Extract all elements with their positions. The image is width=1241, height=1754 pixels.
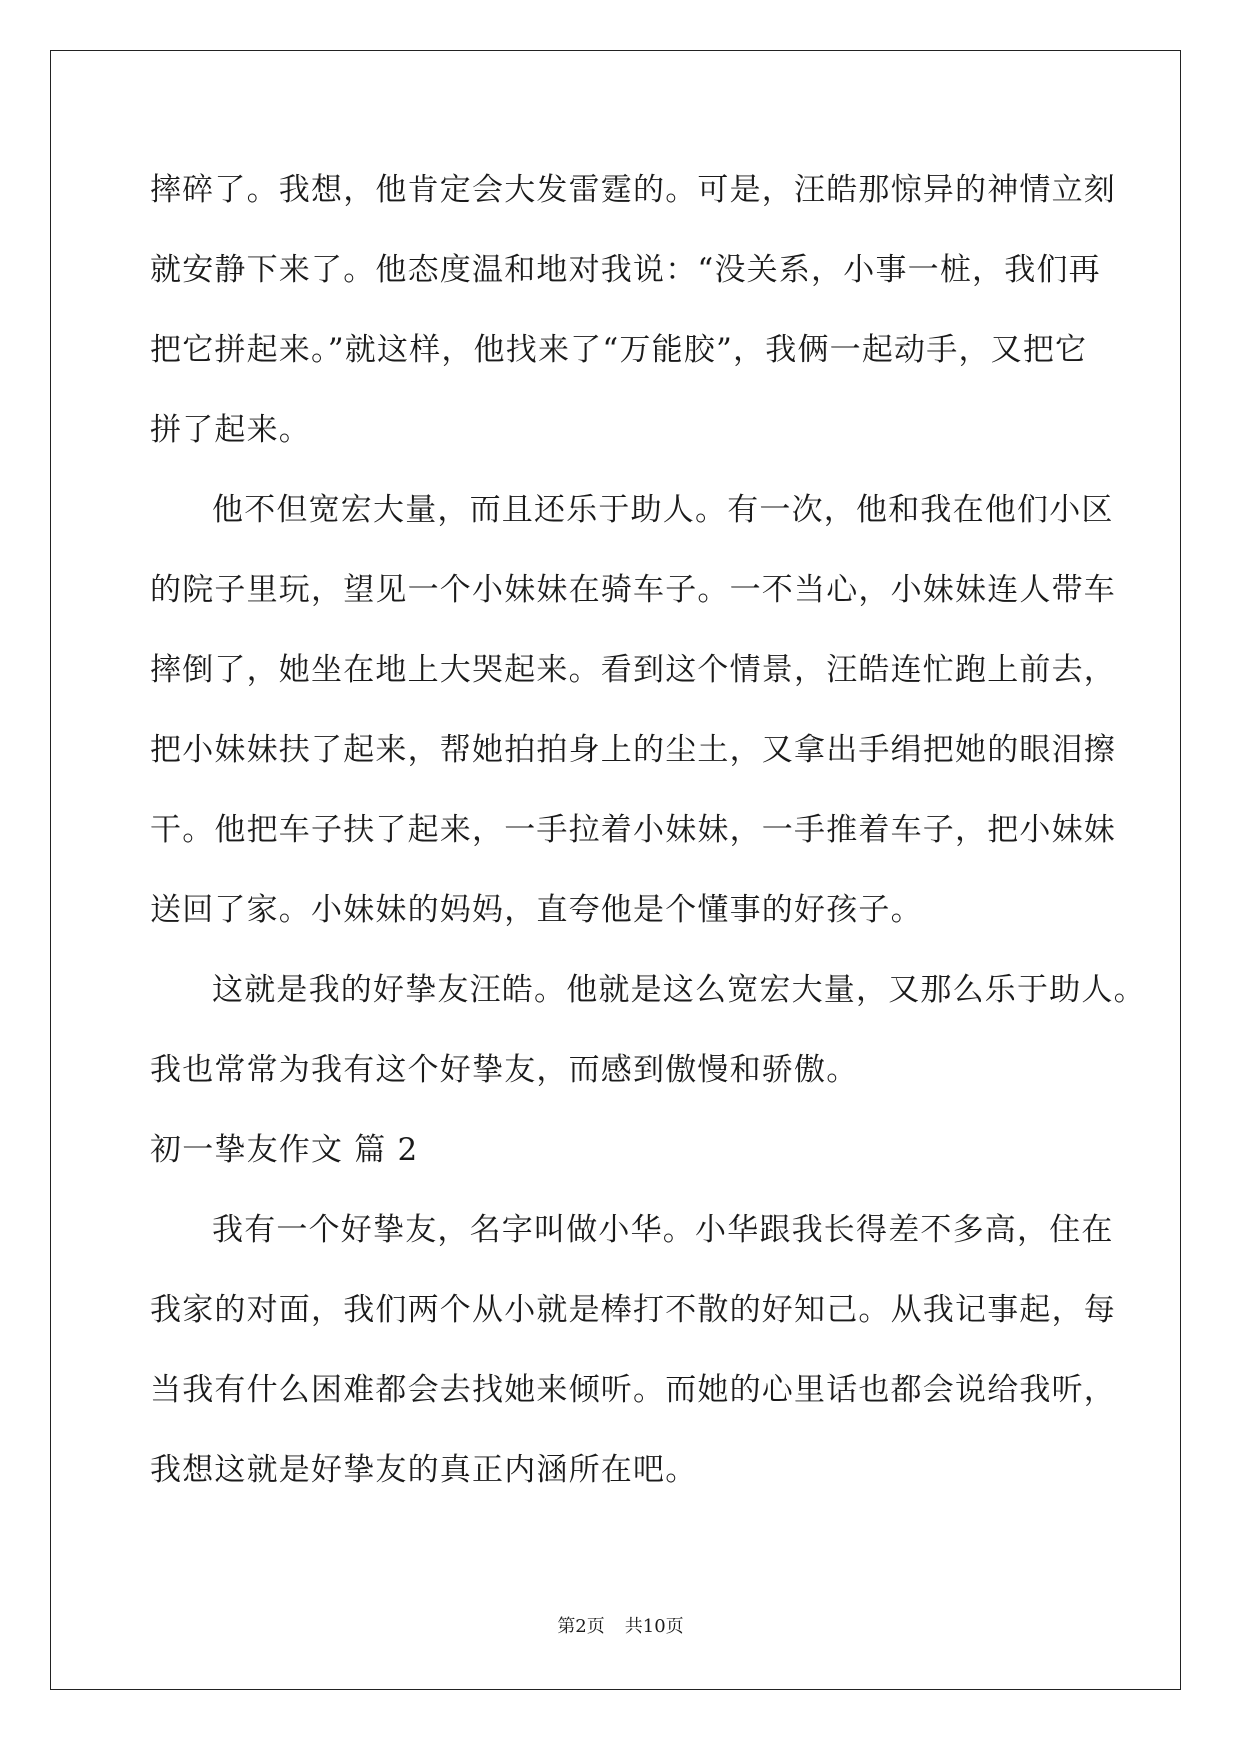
body-text-line: 把它拼起来。”就这样，他找来了“万能胶”，我俩一起动手，又把它 (150, 332, 1088, 368)
body-text-line: 当我有什么困难都会去找她来倾听。而她的心里话也都会说给我听， (150, 1372, 1116, 1408)
paragraph-first-line: 他不但宽宏大量，而且还乐于助人。有一次，他和我在他们小区 (212, 492, 1114, 528)
body-text-line: 送回了家。小妹妹的妈妈，直夸他是个懂事的好孩子。 (150, 892, 923, 928)
section-heading: 初一挚友作文 篇 2 (150, 1132, 419, 1168)
body-text-line: 我想这就是好挚友的真正内涵所在吧。 (150, 1452, 698, 1488)
body-text-line: 摔碎了。我想，他肯定会大发雷霆的。可是，汪皓那惊异的神情立刻 (150, 172, 1116, 208)
page-footer (0, 1612, 1241, 1638)
body-text-line: 拼了起来。 (150, 412, 311, 448)
body-text-line: 就安静下来了。他态度温和地对我说：“没关系，小事一桩，我们再 (150, 252, 1101, 288)
body-text-line: 把小妹妹扶了起来，帮她拍拍身上的尘土，又拿出手绢把她的眼泪擦 (150, 732, 1116, 768)
paragraph-first-line: 这就是我的好挚友汪皓。他就是这么宽宏大量，又那么乐于助人。 (212, 972, 1146, 1008)
page-number: 第2页 (557, 1616, 605, 1637)
body-text-line: 摔倒了，她坐在地上大哭起来。看到这个情景，汪皓连忙跑上前去， (150, 652, 1116, 688)
body-text-line: 的院子里玩，望见一个小妹妹在骑车子。一不当心，小妹妹连人带车 (150, 572, 1116, 608)
body-text-line: 我也常常为我有这个好挚友，而感到傲慢和骄傲。 (150, 1052, 859, 1088)
body-text-line: 我家的对面，我们两个从小就是棒打不散的好知己。从我记事起，每 (150, 1292, 1116, 1328)
page-border (50, 50, 1181, 1690)
page-total: 共10页 (624, 1616, 684, 1637)
paragraph-first-line: 我有一个好挚友，名字叫做小华。小华跟我长得差不多高，住在 (212, 1212, 1114, 1248)
body-text-line: 干。他把车子扶了起来，一手拉着小妹妹，一手推着车子，把小妹妹 (150, 812, 1116, 848)
